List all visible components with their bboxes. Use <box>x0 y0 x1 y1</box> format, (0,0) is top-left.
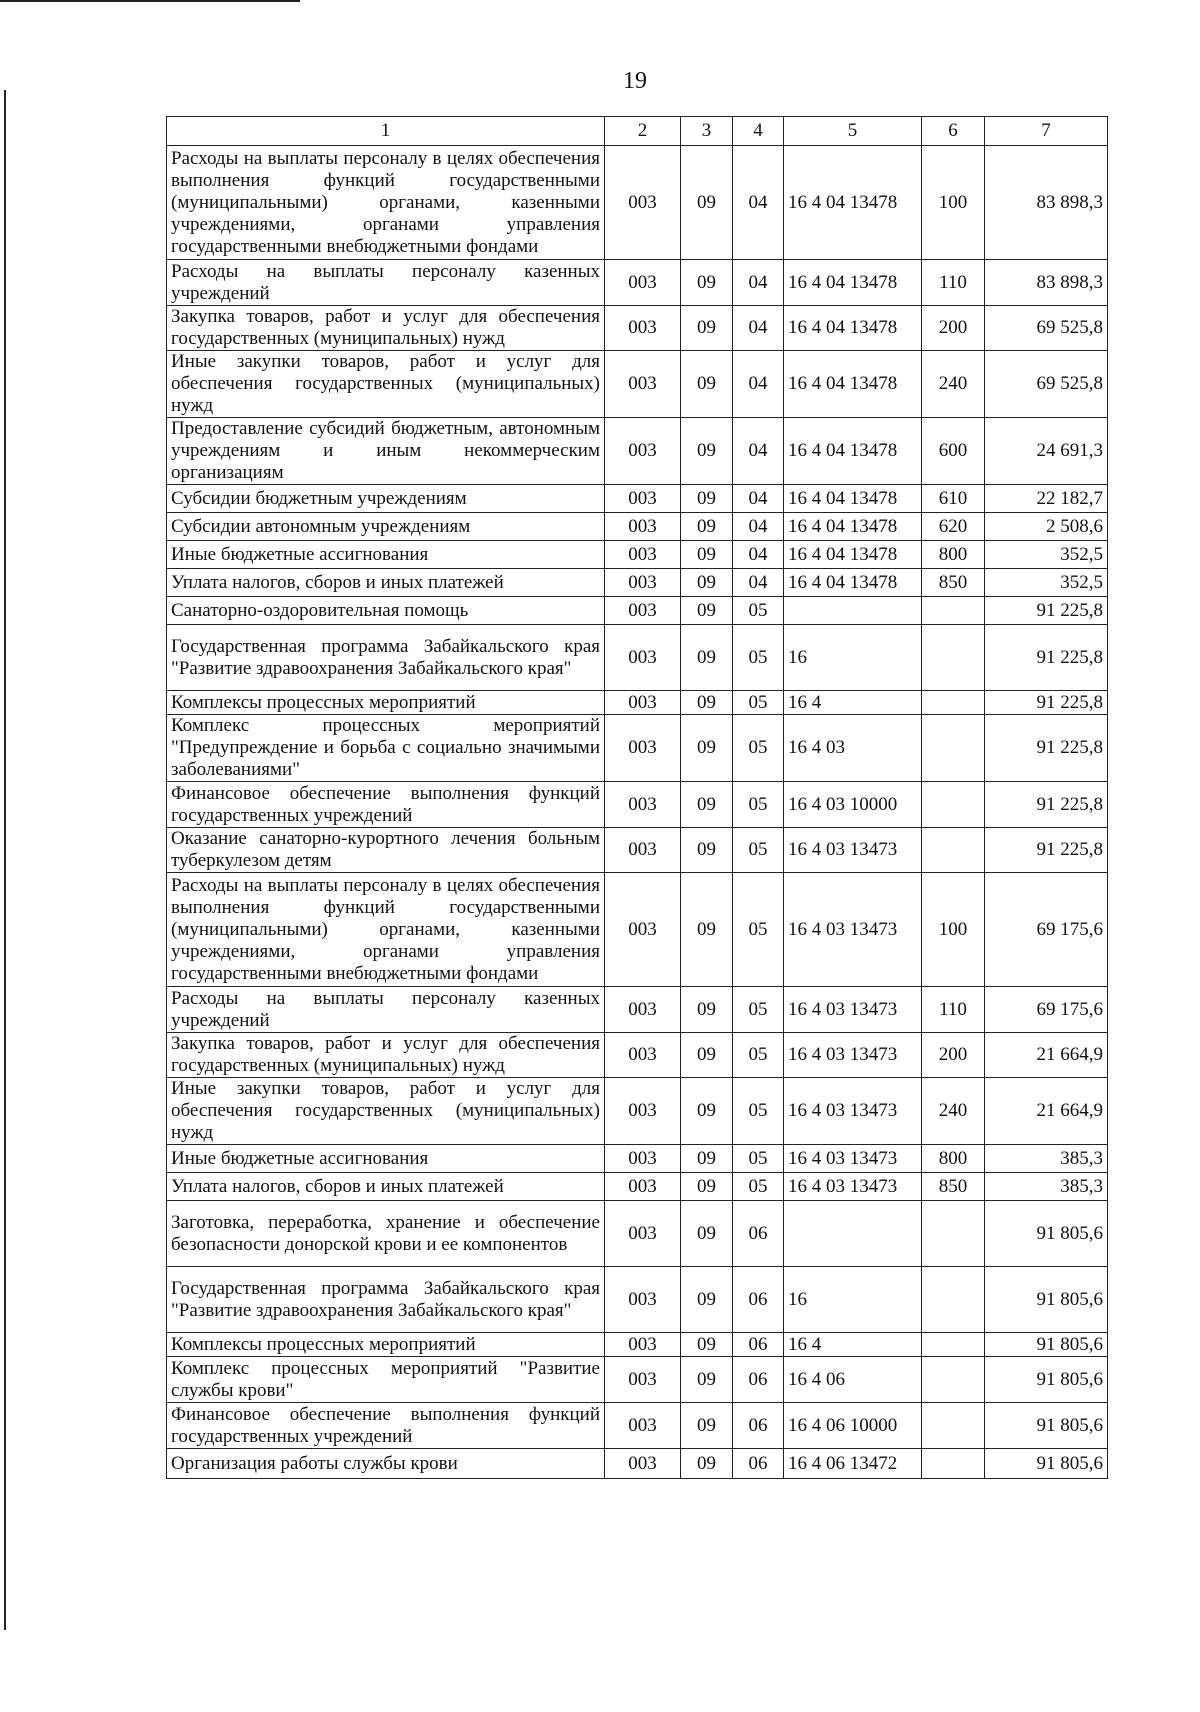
column-header: 2 <box>605 117 681 146</box>
row-description: Оказание санаторно-курортного лечения больным туберкулезом детям <box>167 828 605 873</box>
table-row <box>167 146 1108 260</box>
section-code: 09 <box>681 597 733 625</box>
section-code: 09 <box>681 485 733 513</box>
admin-code: 003 <box>605 569 681 597</box>
column-header: 7 <box>985 117 1108 146</box>
target-article-code: 16 4 04 13478 <box>784 351 922 418</box>
admin-code: 003 <box>605 1033 681 1078</box>
amount: 352,5 <box>985 541 1108 569</box>
subsection-code: 05 <box>733 1078 784 1145</box>
section-code: 09 <box>681 1033 733 1078</box>
section-code: 09 <box>681 1449 733 1479</box>
amount: 91 805,6 <box>985 1333 1108 1357</box>
table-row <box>167 1173 1108 1201</box>
subsection-code: 05 <box>733 1033 784 1078</box>
subsection-code: 04 <box>733 351 784 418</box>
row-description: Иные закупки товаров, работ и услуг для обеспечения государственных (муниципальных) нужд <box>167 1078 605 1145</box>
column-header: 4 <box>733 117 784 146</box>
expense-type-code: 110 <box>922 260 985 306</box>
target-article-code: 16 4 04 13478 <box>784 569 922 597</box>
admin-code: 003 <box>605 1078 681 1145</box>
amount: 2 508,6 <box>985 513 1108 541</box>
column-number-row <box>167 117 1108 146</box>
admin-code: 003 <box>605 782 681 828</box>
target-article-code: 16 4 04 13478 <box>784 146 922 260</box>
table-row <box>167 873 1108 987</box>
subsection-code: 05 <box>733 873 784 987</box>
expense-type-code: 100 <box>922 873 985 987</box>
admin-code: 003 <box>605 987 681 1033</box>
admin-code: 003 <box>605 1145 681 1173</box>
admin-code: 003 <box>605 1403 681 1449</box>
target-article-code: 16 4 03 13473 <box>784 987 922 1033</box>
admin-code: 003 <box>605 1449 681 1479</box>
amount: 83 898,3 <box>985 260 1108 306</box>
target-article-code: 16 4 <box>784 1333 922 1357</box>
target-article-code: 16 4 03 13473 <box>784 828 922 873</box>
section-code: 09 <box>681 691 733 715</box>
amount: 24 691,3 <box>985 418 1108 485</box>
expense-type-code <box>922 691 985 715</box>
row-description: Комплексы процессных мероприятий <box>167 691 605 715</box>
target-article-code: 16 4 03 13473 <box>784 1173 922 1201</box>
table-row <box>167 418 1108 485</box>
admin-code: 003 <box>605 691 681 715</box>
row-description: Комплекс процессных мероприятий "Развитие службы крови" <box>167 1357 605 1403</box>
expense-type-code <box>922 1333 985 1357</box>
section-code: 09 <box>681 351 733 418</box>
expense-type-code <box>922 1201 985 1267</box>
column-header: 6 <box>922 117 985 146</box>
target-article-code: 16 4 06 <box>784 1357 922 1403</box>
table-row <box>167 351 1108 418</box>
table-row <box>167 1078 1108 1145</box>
section-code: 09 <box>681 306 733 351</box>
amount: 91 225,8 <box>985 715 1108 782</box>
row-description: Государственная программа Забайкальского края "Развитие здравоохранения Забайкальского края" <box>167 1267 605 1333</box>
row-description: Расходы на выплаты персоналу в целях обеспечения выполнения функций государственными (муниципальными) органами, казенными учреждениями, органами управления государственными внебюджетными фондами <box>167 146 605 260</box>
amount: 69 175,6 <box>985 987 1108 1033</box>
admin-code: 003 <box>605 873 681 987</box>
admin-code: 003 <box>605 541 681 569</box>
row-description: Расходы на выплаты персоналу казенных учреждений <box>167 987 605 1033</box>
subsection-code: 04 <box>733 569 784 597</box>
expense-type-code <box>922 782 985 828</box>
subsection-code: 05 <box>733 1145 784 1173</box>
expense-type-code: 200 <box>922 306 985 351</box>
section-code: 09 <box>681 1145 733 1173</box>
subsection-code: 05 <box>733 987 784 1033</box>
row-description: Финансовое обеспечение выполнения функций государственных учреждений <box>167 1403 605 1449</box>
expense-type-code: 800 <box>922 541 985 569</box>
target-article-code: 16 4 03 <box>784 715 922 782</box>
table-row <box>167 625 1108 691</box>
column-header: 1 <box>167 117 605 146</box>
section-code: 09 <box>681 873 733 987</box>
amount: 91 805,6 <box>985 1201 1108 1267</box>
table-row <box>167 513 1108 541</box>
row-description: Расходы на выплаты персоналу казенных учреждений <box>167 260 605 306</box>
admin-code: 003 <box>605 513 681 541</box>
expense-type-code <box>922 828 985 873</box>
section-code: 09 <box>681 1173 733 1201</box>
subsection-code: 05 <box>733 828 784 873</box>
section-code: 09 <box>681 1403 733 1449</box>
section-code: 09 <box>681 569 733 597</box>
table-row <box>167 1145 1108 1173</box>
row-description: Комплексы процессных мероприятий <box>167 1333 605 1357</box>
table-row <box>167 1033 1108 1078</box>
amount: 91 225,8 <box>985 828 1108 873</box>
subsection-code: 05 <box>733 597 784 625</box>
admin-code: 003 <box>605 1267 681 1333</box>
expense-type-code: 100 <box>922 146 985 260</box>
section-code: 09 <box>681 541 733 569</box>
expense-type-code <box>922 1403 985 1449</box>
amount: 83 898,3 <box>985 146 1108 260</box>
target-article-code <box>784 1201 922 1267</box>
expense-type-code: 620 <box>922 513 985 541</box>
expense-type-code: 800 <box>922 1145 985 1173</box>
row-description: Заготовка, переработка, хранение и обеспечение безопасности донорской крови и ее компонентов <box>167 1201 605 1267</box>
subsection-code: 06 <box>733 1449 784 1479</box>
expense-type-code: 850 <box>922 569 985 597</box>
subsection-code: 04 <box>733 146 784 260</box>
subsection-code: 06 <box>733 1403 784 1449</box>
row-description: Уплата налогов, сборов и иных платежей <box>167 569 605 597</box>
row-description: Иные бюджетные ассигнования <box>167 1145 605 1173</box>
table-row <box>167 1201 1108 1267</box>
subsection-code: 06 <box>733 1333 784 1357</box>
section-code: 09 <box>681 782 733 828</box>
expense-type-code <box>922 625 985 691</box>
subsection-code: 04 <box>733 418 784 485</box>
table-row <box>167 597 1108 625</box>
row-description: Иные бюджетные ассигнования <box>167 541 605 569</box>
subsection-code: 05 <box>733 1173 784 1201</box>
table-row <box>167 569 1108 597</box>
page-number: 19 <box>623 68 647 94</box>
admin-code: 003 <box>605 1357 681 1403</box>
row-description: Расходы на выплаты персоналу в целях обеспечения выполнения функций государственными (муниципальными) органами, казенными учреждениями, органами управления государственными внебюджетными фондами <box>167 873 605 987</box>
admin-code: 003 <box>605 715 681 782</box>
amount: 21 664,9 <box>985 1078 1108 1145</box>
amount: 91 805,6 <box>985 1449 1108 1479</box>
expense-type-code: 850 <box>922 1173 985 1201</box>
subsection-code: 06 <box>733 1357 784 1403</box>
amount: 91 805,6 <box>985 1267 1108 1333</box>
table-row <box>167 715 1108 782</box>
target-article-code: 16 <box>784 625 922 691</box>
section-code: 09 <box>681 1078 733 1145</box>
table-row <box>167 260 1108 306</box>
table-body <box>167 146 1108 1479</box>
subsection-code: 04 <box>733 541 784 569</box>
section-code: 09 <box>681 1357 733 1403</box>
budget-table <box>166 116 1108 1479</box>
column-header: 5 <box>784 117 922 146</box>
subsection-code: 04 <box>733 485 784 513</box>
table-row <box>167 828 1108 873</box>
amount: 69 525,8 <box>985 306 1108 351</box>
section-code: 09 <box>681 1267 733 1333</box>
target-article-code: 16 4 04 13478 <box>784 418 922 485</box>
subsection-code: 06 <box>733 1201 784 1267</box>
target-article-code: 16 4 04 13478 <box>784 260 922 306</box>
column-header: 3 <box>681 117 733 146</box>
amount: 91 805,6 <box>985 1357 1108 1403</box>
amount: 91 225,8 <box>985 782 1108 828</box>
table-row <box>167 541 1108 569</box>
subsection-code: 04 <box>733 513 784 541</box>
amount: 385,3 <box>985 1173 1108 1201</box>
scan-edge-top <box>0 0 300 2</box>
target-article-code: 16 4 06 10000 <box>784 1403 922 1449</box>
row-description: Уплата налогов, сборов и иных платежей <box>167 1173 605 1201</box>
target-article-code: 16 4 04 13478 <box>784 541 922 569</box>
admin-code: 003 <box>605 1173 681 1201</box>
admin-code: 003 <box>605 485 681 513</box>
amount: 21 664,9 <box>985 1033 1108 1078</box>
subsection-code: 05 <box>733 691 784 715</box>
admin-code: 003 <box>605 597 681 625</box>
target-article-code: 16 4 04 13478 <box>784 306 922 351</box>
subsection-code: 05 <box>733 782 784 828</box>
expense-type-code: 200 <box>922 1033 985 1078</box>
target-article-code: 16 4 04 13478 <box>784 513 922 541</box>
expense-type-code: 610 <box>922 485 985 513</box>
admin-code: 003 <box>605 828 681 873</box>
row-description: Финансовое обеспечение выполнения функций государственных учреждений <box>167 782 605 828</box>
table-row <box>167 306 1108 351</box>
section-code: 09 <box>681 828 733 873</box>
section-code: 09 <box>681 987 733 1033</box>
target-article-code: 16 4 03 13473 <box>784 1033 922 1078</box>
target-article-code: 16 4 06 13472 <box>784 1449 922 1479</box>
table-row <box>167 485 1108 513</box>
row-description: Закупка товаров, работ и услуг для обеспечения государственных (муниципальных) нужд <box>167 306 605 351</box>
admin-code: 003 <box>605 625 681 691</box>
table-row <box>167 1267 1108 1333</box>
row-description: Государственная программа Забайкальского края "Развитие здравоохранения Забайкальского края" <box>167 625 605 691</box>
expense-type-code <box>922 1267 985 1333</box>
section-code: 09 <box>681 513 733 541</box>
subsection-code: 04 <box>733 260 784 306</box>
admin-code: 003 <box>605 1333 681 1357</box>
table-row <box>167 1449 1108 1479</box>
amount: 385,3 <box>985 1145 1108 1173</box>
target-article-code: 16 4 03 13473 <box>784 873 922 987</box>
expense-type-code <box>922 1357 985 1403</box>
target-article-code: 16 4 03 10000 <box>784 782 922 828</box>
expense-type-code: 110 <box>922 987 985 1033</box>
amount: 91 805,6 <box>985 1403 1108 1449</box>
section-code: 09 <box>681 1333 733 1357</box>
subsection-code: 04 <box>733 306 784 351</box>
section-code: 09 <box>681 625 733 691</box>
scan-edge-left <box>4 90 6 1630</box>
expense-type-code <box>922 1449 985 1479</box>
row-description: Иные закупки товаров, работ и услуг для обеспечения государственных (муниципальных) нужд <box>167 351 605 418</box>
target-article-code: 16 4 04 13478 <box>784 485 922 513</box>
subsection-code: 05 <box>733 715 784 782</box>
amount: 91 225,8 <box>985 625 1108 691</box>
section-code: 09 <box>681 1201 733 1267</box>
admin-code: 003 <box>605 260 681 306</box>
amount: 91 225,8 <box>985 691 1108 715</box>
target-article-code: 16 4 03 13473 <box>784 1078 922 1145</box>
target-article-code: 16 <box>784 1267 922 1333</box>
table-row <box>167 1357 1108 1403</box>
target-article-code: 16 4 03 13473 <box>784 1145 922 1173</box>
expense-type-code: 600 <box>922 418 985 485</box>
section-code: 09 <box>681 146 733 260</box>
admin-code: 003 <box>605 418 681 485</box>
section-code: 09 <box>681 715 733 782</box>
amount: 352,5 <box>985 569 1108 597</box>
row-description: Комплекс процессных мероприятий "Предупреждение и борьба с социально значимыми заболеваниями" <box>167 715 605 782</box>
table-row <box>167 987 1108 1033</box>
admin-code: 003 <box>605 1201 681 1267</box>
section-code: 09 <box>681 418 733 485</box>
admin-code: 003 <box>605 146 681 260</box>
subsection-code: 05 <box>733 625 784 691</box>
table-row <box>167 1403 1108 1449</box>
row-description: Организация работы службы крови <box>167 1449 605 1479</box>
section-code: 09 <box>681 260 733 306</box>
table-row <box>167 1333 1108 1357</box>
admin-code: 003 <box>605 306 681 351</box>
expense-type-code: 240 <box>922 1078 985 1145</box>
amount: 22 182,7 <box>985 485 1108 513</box>
target-article-code: 16 4 <box>784 691 922 715</box>
table-row <box>167 691 1108 715</box>
amount: 91 225,8 <box>985 597 1108 625</box>
subsection-code: 06 <box>733 1267 784 1333</box>
expense-type-code: 240 <box>922 351 985 418</box>
amount: 69 175,6 <box>985 873 1108 987</box>
row-description: Предоставление субсидий бюджетным, автономным учреждениям и иным некоммерческим организациям <box>167 418 605 485</box>
expense-type-code <box>922 597 985 625</box>
row-description: Субсидии бюджетным учреждениям <box>167 485 605 513</box>
target-article-code <box>784 597 922 625</box>
row-description: Закупка товаров, работ и услуг для обеспечения государственных (муниципальных) нужд <box>167 1033 605 1078</box>
row-description: Санаторно-оздоровительная помощь <box>167 597 605 625</box>
expense-type-code <box>922 715 985 782</box>
row-description: Субсидии автономным учреждениям <box>167 513 605 541</box>
table-row <box>167 782 1108 828</box>
admin-code: 003 <box>605 351 681 418</box>
amount: 69 525,8 <box>985 351 1108 418</box>
